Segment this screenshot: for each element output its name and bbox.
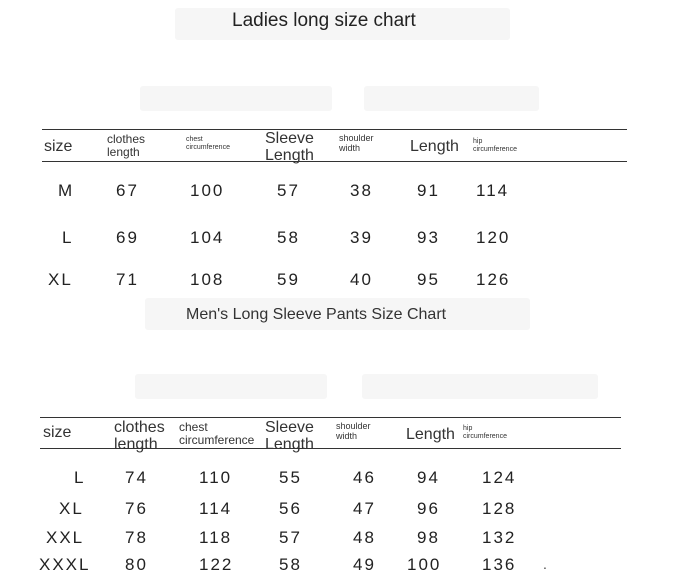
table-cell: 39 [350, 228, 373, 247]
table-cell: 57 [279, 528, 302, 547]
men-header-length: Length [406, 426, 455, 443]
table-cell: 100 [190, 181, 225, 200]
table-cell: XXXL [39, 555, 91, 574]
table-cell: L [74, 468, 86, 487]
table-cell: 71 [116, 270, 139, 289]
background-block [364, 86, 539, 111]
men-header-hip: hip circumference [463, 425, 507, 440]
table-cell: 38 [350, 181, 373, 200]
table-cell: 110 [199, 468, 233, 487]
table-cell: 136 [482, 555, 517, 574]
table-cell: 104 [190, 228, 225, 247]
ladies-header-size: size [44, 138, 73, 155]
ladies-header-bottom-rule [42, 161, 627, 162]
table-cell: 94 [417, 468, 440, 487]
table-cell: 91 [417, 181, 440, 200]
table-cell: 58 [279, 555, 302, 574]
table-cell: 114 [476, 181, 510, 200]
table-cell: 122 [199, 555, 234, 574]
table-cell: 40 [350, 270, 373, 289]
table-cell: 59 [277, 270, 300, 289]
men-header-size: size [43, 424, 72, 441]
table-cell: 108 [190, 270, 225, 289]
ladies-header-sleeve-length: Sleeve Length [265, 130, 314, 164]
table-cell: 57 [277, 181, 300, 200]
table-cell: 80 [125, 555, 148, 574]
table-cell: L [62, 228, 74, 247]
ladies-header-shoulder-width: shoulder width [339, 133, 374, 153]
background-block [135, 374, 327, 399]
table-cell: 128 [482, 499, 517, 518]
table-cell: 56 [279, 499, 302, 518]
table-cell: 132 [482, 528, 517, 547]
men-header-chest: chest circumference [179, 420, 255, 447]
ladies-chart-title: Ladies long size chart [232, 10, 416, 31]
table-cell: 100 [407, 555, 442, 574]
ladies-header-hip: hip circumference [473, 138, 517, 153]
table-cell: 47 [353, 499, 376, 518]
background-block [362, 374, 598, 399]
men-header-shoulder-width: shoulder width [336, 421, 371, 441]
table-cell: 58 [277, 228, 300, 247]
table-cell: XL [48, 270, 73, 289]
table-cell: 46 [353, 468, 376, 487]
table-cell: 93 [417, 228, 440, 247]
table-cell: 49 [353, 555, 376, 574]
table-cell: 114 [199, 499, 233, 518]
table-cell: 126 [476, 270, 511, 289]
trailing-mark: . [543, 556, 547, 572]
table-cell: 95 [417, 270, 440, 289]
men-header-top-rule [40, 417, 621, 418]
table-cell: 69 [116, 228, 139, 247]
men-header-sleeve-length: Sleeve Length [265, 419, 314, 453]
table-cell: 55 [279, 468, 302, 487]
background-block [140, 86, 332, 111]
table-cell: 98 [417, 528, 440, 547]
ladies-header-top-rule [42, 129, 627, 130]
table-cell: 78 [125, 528, 148, 547]
ladies-header-chest: chest circumference [186, 136, 230, 151]
table-cell: 118 [199, 528, 233, 547]
table-cell: 76 [125, 499, 148, 518]
ladies-header-length: Length [410, 138, 459, 155]
men-chart-title: Men's Long Sleeve Pants Size Chart [186, 306, 447, 323]
table-cell: XL [59, 499, 84, 518]
table-cell: 48 [353, 528, 376, 547]
table-cell: 96 [417, 499, 440, 518]
table-cell: 124 [482, 468, 517, 487]
ladies-header-clothes-length: clothes length [107, 132, 146, 159]
table-cell: 120 [476, 228, 511, 247]
table-cell: 67 [116, 181, 139, 200]
table-cell: 74 [125, 468, 148, 487]
table-cell: XXL [46, 528, 85, 547]
men-header-clothes-length: clothes length [114, 419, 165, 453]
table-cell: M [58, 181, 75, 200]
